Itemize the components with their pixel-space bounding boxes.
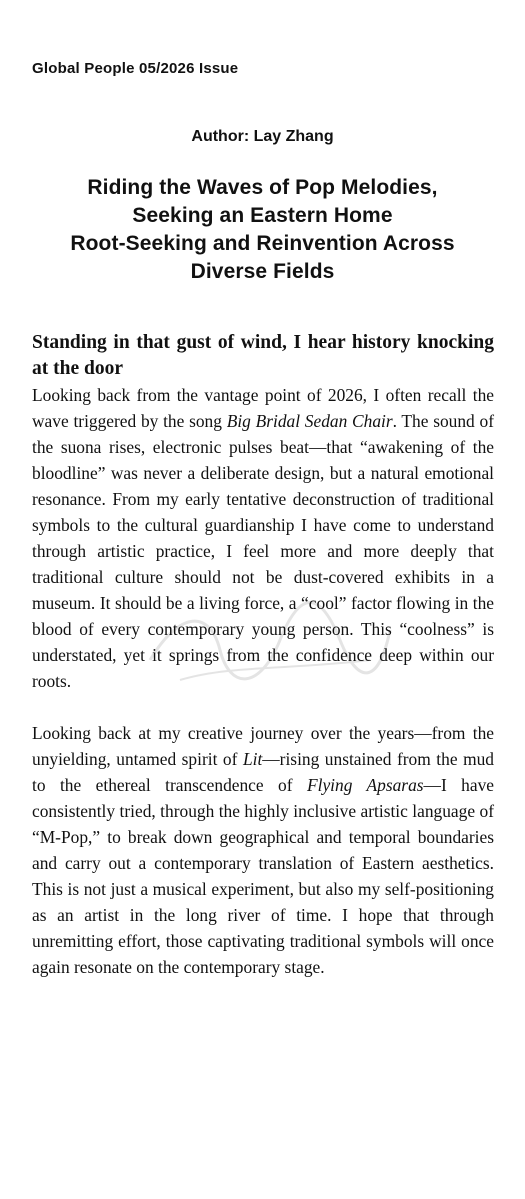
paragraph-2-text-c: —I have consistently tried, through the highly inclusive artistic language of “M-Pop,” to break down geographical and temporal boundaries and carry out a contemporary translation of Eastern aesthetics. This is not just a musical experiment, but also my self-positioning as an artist in the long river of time. I hope that through unremitting effort, those captivating traditional symbols will once again resonate on the contemporary stage. bbox=[32, 775, 495, 977]
paragraph-1-text-a: Looking back from the vantage point of 2026, I often recall the wave triggered by the song bbox=[32, 385, 494, 431]
paragraph-2-text-a: Looking back at my creative journey over the years—from the unyielding, untamed spirit of bbox=[32, 723, 494, 769]
work-title-lit: Lit bbox=[242, 749, 263, 769]
title-line-3: Root-Seeking and Reinvention Across bbox=[70, 232, 455, 255]
paragraph-2-text-b: —rising unstained from the mud to the ethereal transcendence of bbox=[32, 749, 494, 795]
title-line-1: Riding the Waves of Pop Melodies, bbox=[87, 176, 438, 199]
song-title: Big Bridal Sedan Chair bbox=[226, 411, 393, 431]
paragraph-1 bbox=[32, 382, 494, 694]
author-line: Author: Lay Zhang bbox=[191, 128, 334, 145]
section-heading: Standing in that gust of wind, I hear history knocking at the door bbox=[32, 332, 494, 379]
article-title bbox=[20, 174, 505, 286]
title-line-2: Seeking an Eastern Home bbox=[132, 204, 393, 227]
article-body bbox=[32, 330, 494, 980]
work-title-flying-apsaras: Flying Apsaras bbox=[307, 775, 424, 795]
title-line-4: Diverse Fields bbox=[190, 260, 335, 283]
paragraph-1-text-b: . The sound of the suona rises, electronic pulses beat—that “awakening of the bloodline” was never a deliberate design, but a natural emotional resonance. From my early tentative deconstruction of traditional symbols to the cultural guardianship I have come to understand through artistic practice, I feel more and more deeply that traditional culture should not be dust-covered exhibits in a museum. It should be a living force, a “cool” factor flowing in the blood of every contemporary young person. This “coolness” is understated, yet it springs from the confidence deep within our roots. bbox=[32, 411, 494, 691]
paragraph-2 bbox=[32, 720, 494, 980]
issue-header: Global People 05/2026 Issue bbox=[32, 60, 239, 77]
